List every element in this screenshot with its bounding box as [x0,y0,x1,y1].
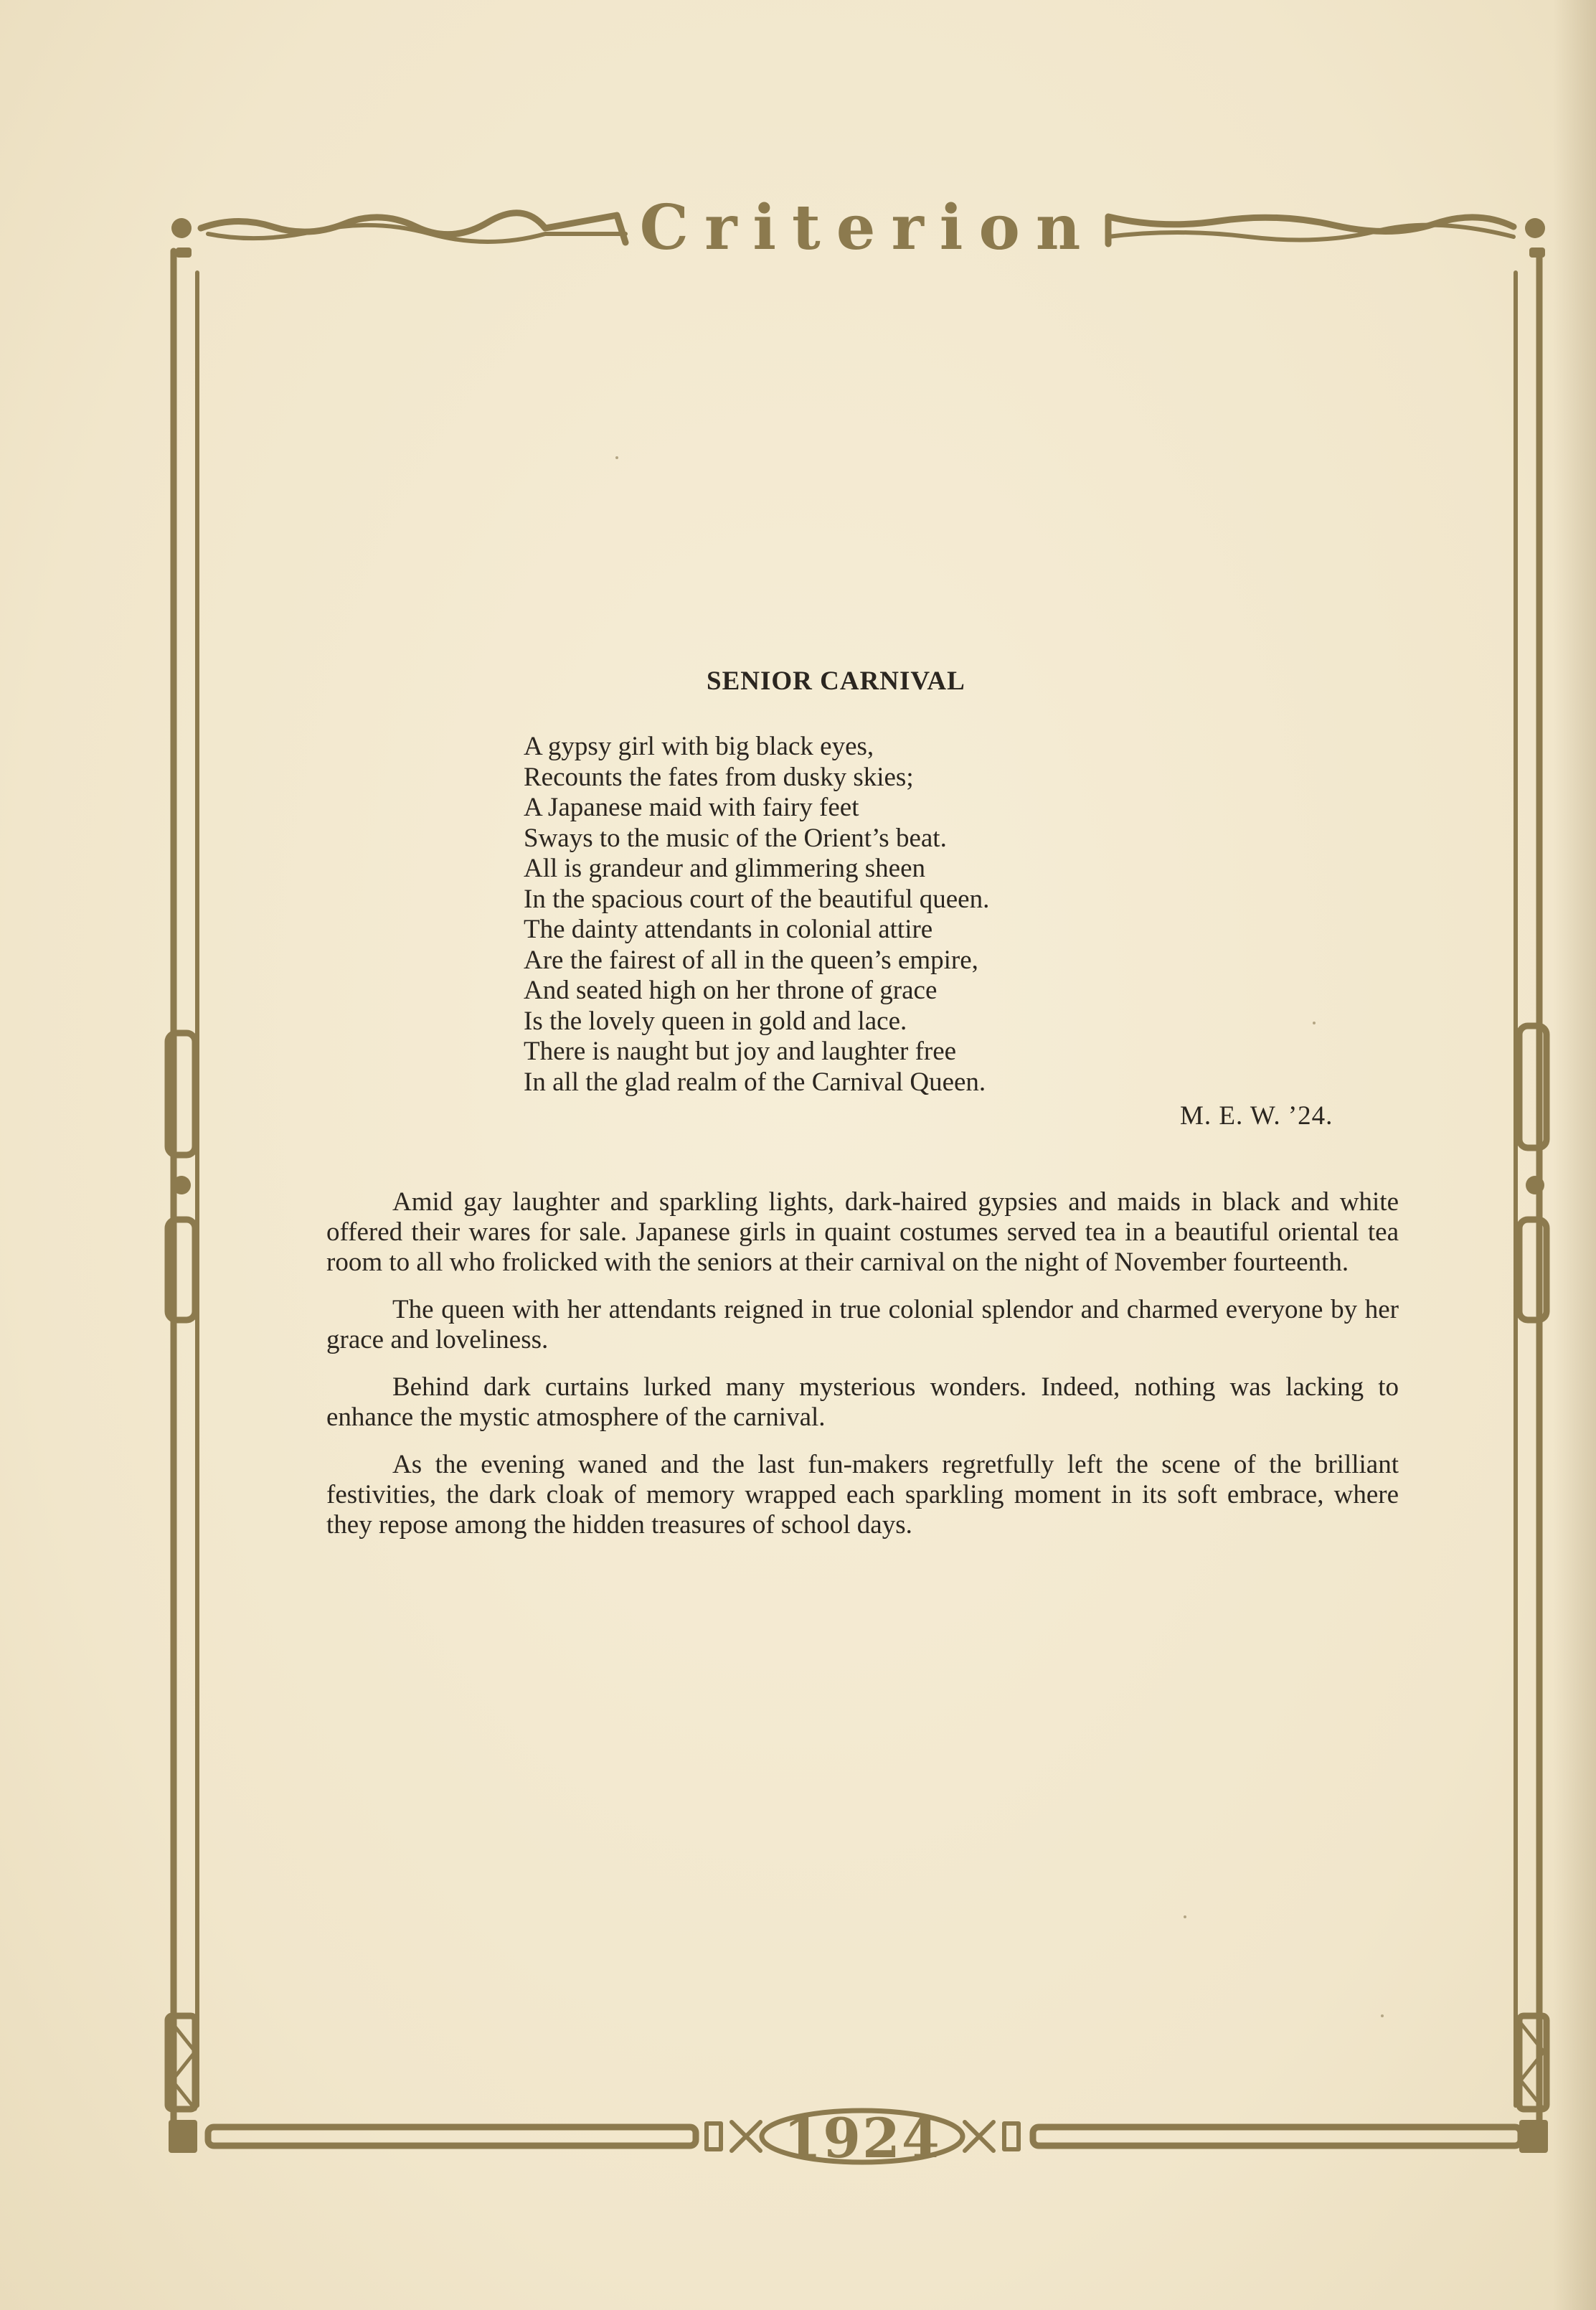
poem-title [326,666,1402,697]
article-body [326,1187,1399,1557]
poem-line: Is the lovely queen in gold and lace. [524,1006,907,1036]
poem-line: A Japanese maid with fairy feet [524,793,859,822]
poem-line: A gypsy girl with big black eyes, [524,732,874,761]
poem-line: The dainty attendants in colonial attire [524,915,933,944]
poem-line: All is grandeur and glimmering sheen [524,854,926,883]
poem-line: Are the fairest of all in the queen’s empire, [524,945,978,975]
poem-line: In the spacious court of the beautiful queen. [524,884,990,914]
paper-speck [615,456,618,459]
paragraph: As the evening waned and the last fun-makers regretfully left the scene of the brilliant festivities, the dark cloak of memory wrapped each sparkling moment in its soft embrace, where they repose among the hidden treasures of school days. [326,1450,1399,1540]
paragraph: Amid gay laughter and sparkling lights, dark-haired gypsies and maids in black and white offered their wares for sale. Japanese girls in quaint costumes served tea in a beautiful oriental tea room to all who frolicked with the seniors at their carnival on the night of November fourteenth. [326,1187,1399,1277]
paragraph: Behind dark curtains lurked many mysterious wonders. Indeed, nothing was lacking to enhance the mystic atmosphere of the carnival. [326,1372,1399,1432]
paper-speck [1313,1022,1316,1024]
poem-line: And seated high on her throne of grace [524,976,938,1005]
paper-speck [1184,1915,1186,1918]
poem-line: There is naught but joy and laughter free [524,1037,957,1066]
running-header-title: Criterion [639,192,1097,264]
paper-speck [1381,2014,1384,2017]
footer-year-emblem: 1924 [783,2106,941,2170]
poem-line: Recounts the fates from dusky skies; [524,762,914,792]
poem-line: Sways to the music of the Orient’s beat. [524,823,947,853]
poem-body [524,732,1384,1098]
paragraph: The queen with her attendants reigned in true colonial splendor and charmed everyone by her grace and loveliness. [326,1295,1399,1354]
poem-attribution: M. E. W. ’24. [1180,1101,1333,1131]
poem-line: In all the glad realm of the Carnival Queen. [524,1067,986,1097]
poem-title-text: SENIOR CARNIVAL [707,666,965,696]
